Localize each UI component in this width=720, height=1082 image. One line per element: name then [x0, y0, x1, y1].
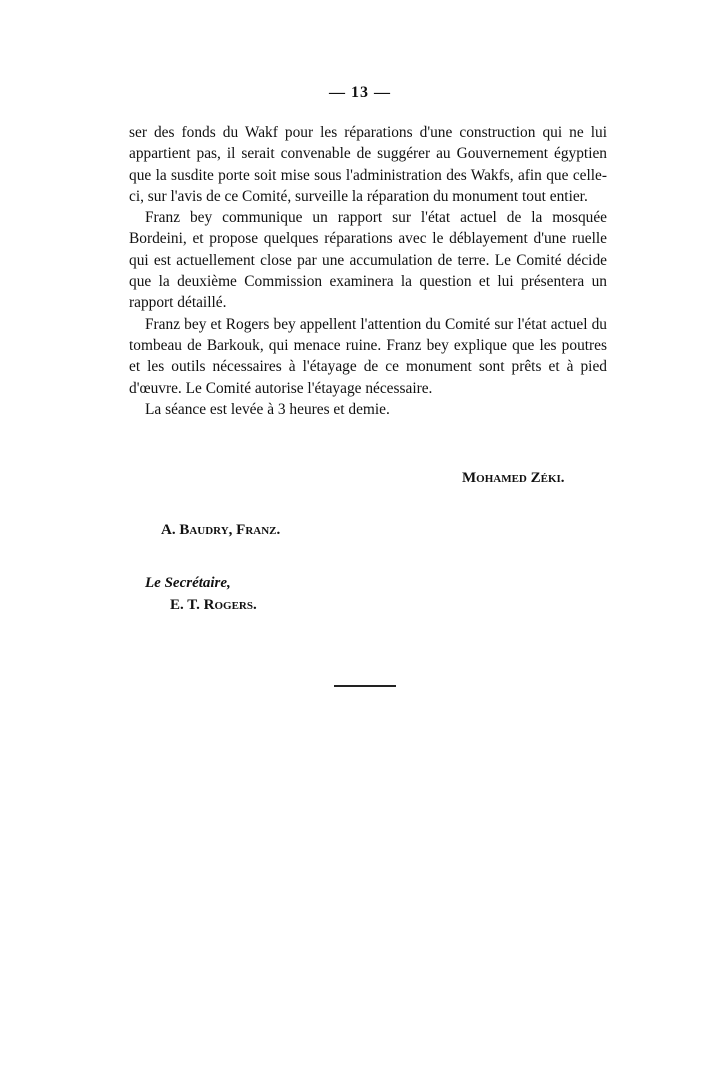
paragraph-4: La séance est levée à 3 heures et demie. — [145, 400, 390, 418]
closing-rule — [334, 685, 396, 687]
secretary-title: Le Secrétaire, — [145, 575, 231, 591]
signature-members: A. Baudry, Franz. — [161, 522, 281, 538]
body-text — [129, 122, 607, 420]
paragraph-3: Franz bey et Rogers bey appellent l'attention du Comité sur l'état actuel du tombeau de Barkouk, qui menace ruine. Franz bey explique que les poutres et les outils nécessaires à l'étayage de ce monument sont prêts et à pied d'œuvre. Le Comité autorise l'étayage nécessaire. — [129, 315, 607, 397]
signature-president: Mohamed Zéki. — [462, 470, 565, 486]
page-number: — 13 — — [329, 84, 391, 101]
secretary-name: E. T. Rogers. — [170, 597, 257, 613]
paragraph-1: ser des fonds du Wakf pour les réparations d'une construction qui ne lui appartient pas, il serait convenable de suggérer au Gouvernement égyptien que la susdite porte soit mise sous l'administration des Wakfs, afin que celle-ci, sur l'avis de ce Comité, surveille la réparation du monument tout entier. — [129, 124, 607, 205]
paragraph-2: Franz bey communique un rapport sur l'état actuel de la mosquée Bordeini, et propose quelques réparations avec le déblayement d'une ruelle qui est actuellement close par une accumulation de terre. Le Comité décide que la deuxième Commission examinera la question et lui présentera un rapport détaillé. — [129, 209, 607, 312]
